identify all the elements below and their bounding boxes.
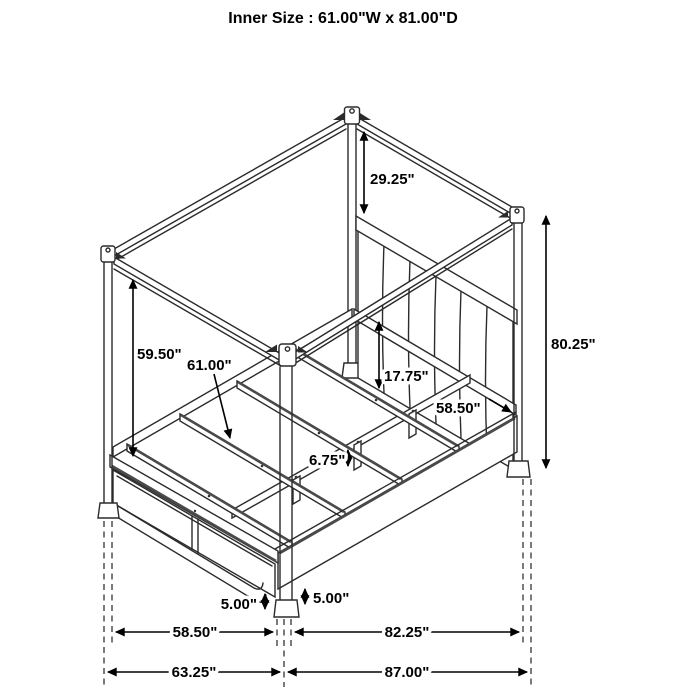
dim-post-height: 80.25" — [551, 336, 596, 353]
dim-bottom-depth-inner: 82.25" — [384, 624, 430, 641]
dim-slat-length: 61.00" — [187, 357, 232, 374]
dim-rail-top-height: 17.75" — [384, 368, 429, 385]
canopy-rail-back-left — [114, 117, 346, 256]
canopy-corner-connector — [345, 107, 360, 124]
dim-canopy-clearance: 59.50" — [137, 346, 182, 363]
dim-bottom-width-overall: 63.25" — [171, 664, 217, 681]
dim-canopy-to-headboard: 29.25" — [370, 171, 415, 188]
dim-headboard-rail: 58.50" — [436, 400, 481, 417]
dim-center-leg-height: 6.75" — [309, 452, 346, 469]
canopy-corner-connector — [279, 344, 296, 366]
canopy-rail-back-right — [357, 117, 512, 214]
dim-floor-clearance-right: 5.00" — [313, 590, 350, 607]
dim-bottom-width-inner: 58.50" — [172, 624, 218, 641]
canopy-corner-connector — [101, 246, 115, 262]
dim-bottom-depth-overall: 87.00" — [384, 664, 430, 681]
footboard-drawers — [110, 455, 278, 602]
canopy-corner-connector — [510, 207, 524, 223]
diagram-title: Inner Size : 61.00"W x 81.00"D — [228, 10, 458, 27]
front-side-rail — [275, 412, 517, 589]
dim-floor-clearance-left: 5.00" — [220, 596, 257, 613]
